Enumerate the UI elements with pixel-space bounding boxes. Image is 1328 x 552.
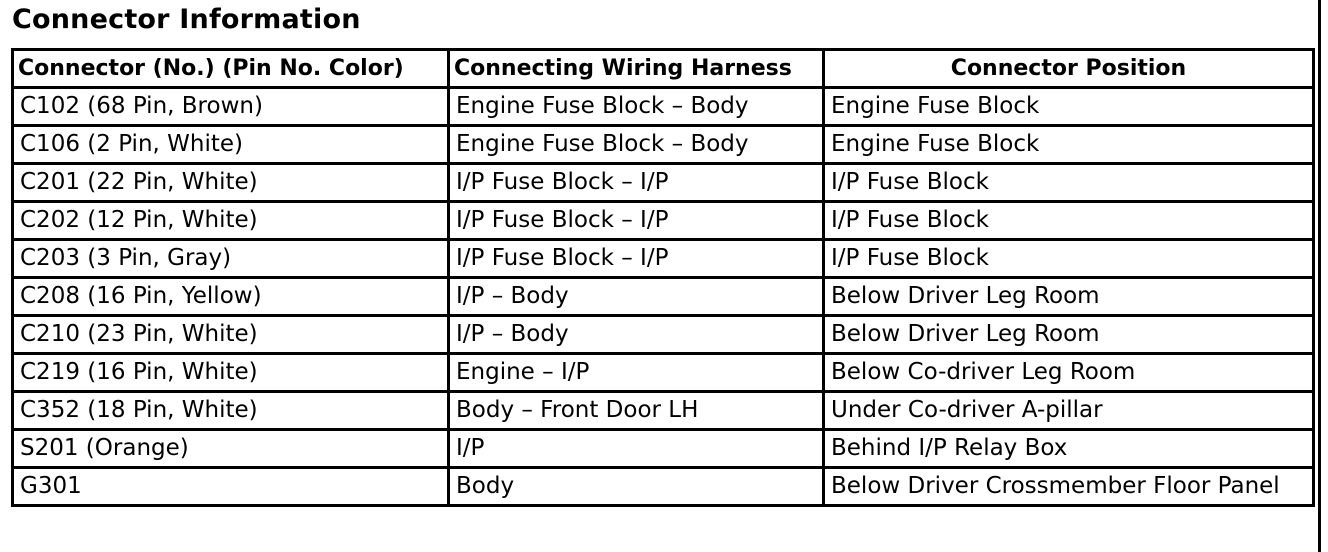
- cell-position: Engine Fuse Block: [824, 126, 1314, 164]
- cell-connector: C352 (18 Pin, White): [13, 392, 449, 430]
- cell-connector: C208 (16 Pin, Yellow): [13, 278, 449, 316]
- table-row: [13, 392, 1314, 430]
- cell-position: Under Co-driver A-pillar: [824, 392, 1314, 430]
- table-row: [13, 202, 1314, 240]
- table-row: [13, 88, 1314, 126]
- cell-harness: I/P Fuse Block – I/P: [449, 164, 824, 202]
- cell-harness: Engine Fuse Block – Body: [449, 126, 824, 164]
- cell-position: Behind I/P Relay Box: [824, 430, 1314, 468]
- cell-harness: Body – Front Door LH: [449, 392, 824, 430]
- table-row: [13, 354, 1314, 392]
- table-row: [13, 240, 1314, 278]
- cell-connector: C102 (68 Pin, Brown): [13, 88, 449, 126]
- cell-position: I/P Fuse Block: [824, 202, 1314, 240]
- table-row: [13, 164, 1314, 202]
- cell-harness: I/P – Body: [449, 278, 824, 316]
- cell-connector: G301: [13, 468, 449, 506]
- cell-harness: I/P Fuse Block – I/P: [449, 202, 824, 240]
- table-row: [13, 278, 1314, 316]
- header-position: Connector Position: [824, 50, 1314, 88]
- cell-connector: C219 (16 Pin, White): [13, 354, 449, 392]
- table-row: [13, 468, 1314, 506]
- header-connector: Connector (No.) (Pin No. Color): [13, 50, 449, 88]
- connector-table-container: [11, 48, 1315, 507]
- header-row: [13, 50, 1314, 88]
- cell-position: Below Driver Crossmember Floor Panel: [824, 468, 1314, 506]
- page-title: Connector Information: [12, 4, 361, 35]
- cell-connector: C202 (12 Pin, White): [13, 202, 449, 240]
- cell-harness: Body: [449, 468, 824, 506]
- cell-position: Engine Fuse Block: [824, 88, 1314, 126]
- table-body: [13, 88, 1314, 506]
- table-row: [13, 126, 1314, 164]
- cell-position: I/P Fuse Block: [824, 164, 1314, 202]
- cell-connector: S201 (Orange): [13, 430, 449, 468]
- cell-connector: C203 (3 Pin, Gray): [13, 240, 449, 278]
- cell-position: Below Driver Leg Room: [824, 278, 1314, 316]
- cell-harness: I/P: [449, 430, 824, 468]
- cell-position: Below Co-driver Leg Room: [824, 354, 1314, 392]
- cell-position: Below Driver Leg Room: [824, 316, 1314, 354]
- table-row: [13, 316, 1314, 354]
- cell-connector: C201 (22 Pin, White): [13, 164, 449, 202]
- cell-harness: Engine Fuse Block – Body: [449, 88, 824, 126]
- cell-position: I/P Fuse Block: [824, 240, 1314, 278]
- table-header: [13, 50, 1314, 88]
- cell-connector: C210 (23 Pin, White): [13, 316, 449, 354]
- table-row: [13, 430, 1314, 468]
- cell-connector: C106 (2 Pin, White): [13, 126, 449, 164]
- cell-harness: Engine – I/P: [449, 354, 824, 392]
- page-edge-divider: [1318, 0, 1321, 552]
- cell-harness: I/P Fuse Block – I/P: [449, 240, 824, 278]
- cell-harness: I/P – Body: [449, 316, 824, 354]
- connector-table: [11, 48, 1315, 507]
- header-harness: Connecting Wiring Harness: [449, 50, 824, 88]
